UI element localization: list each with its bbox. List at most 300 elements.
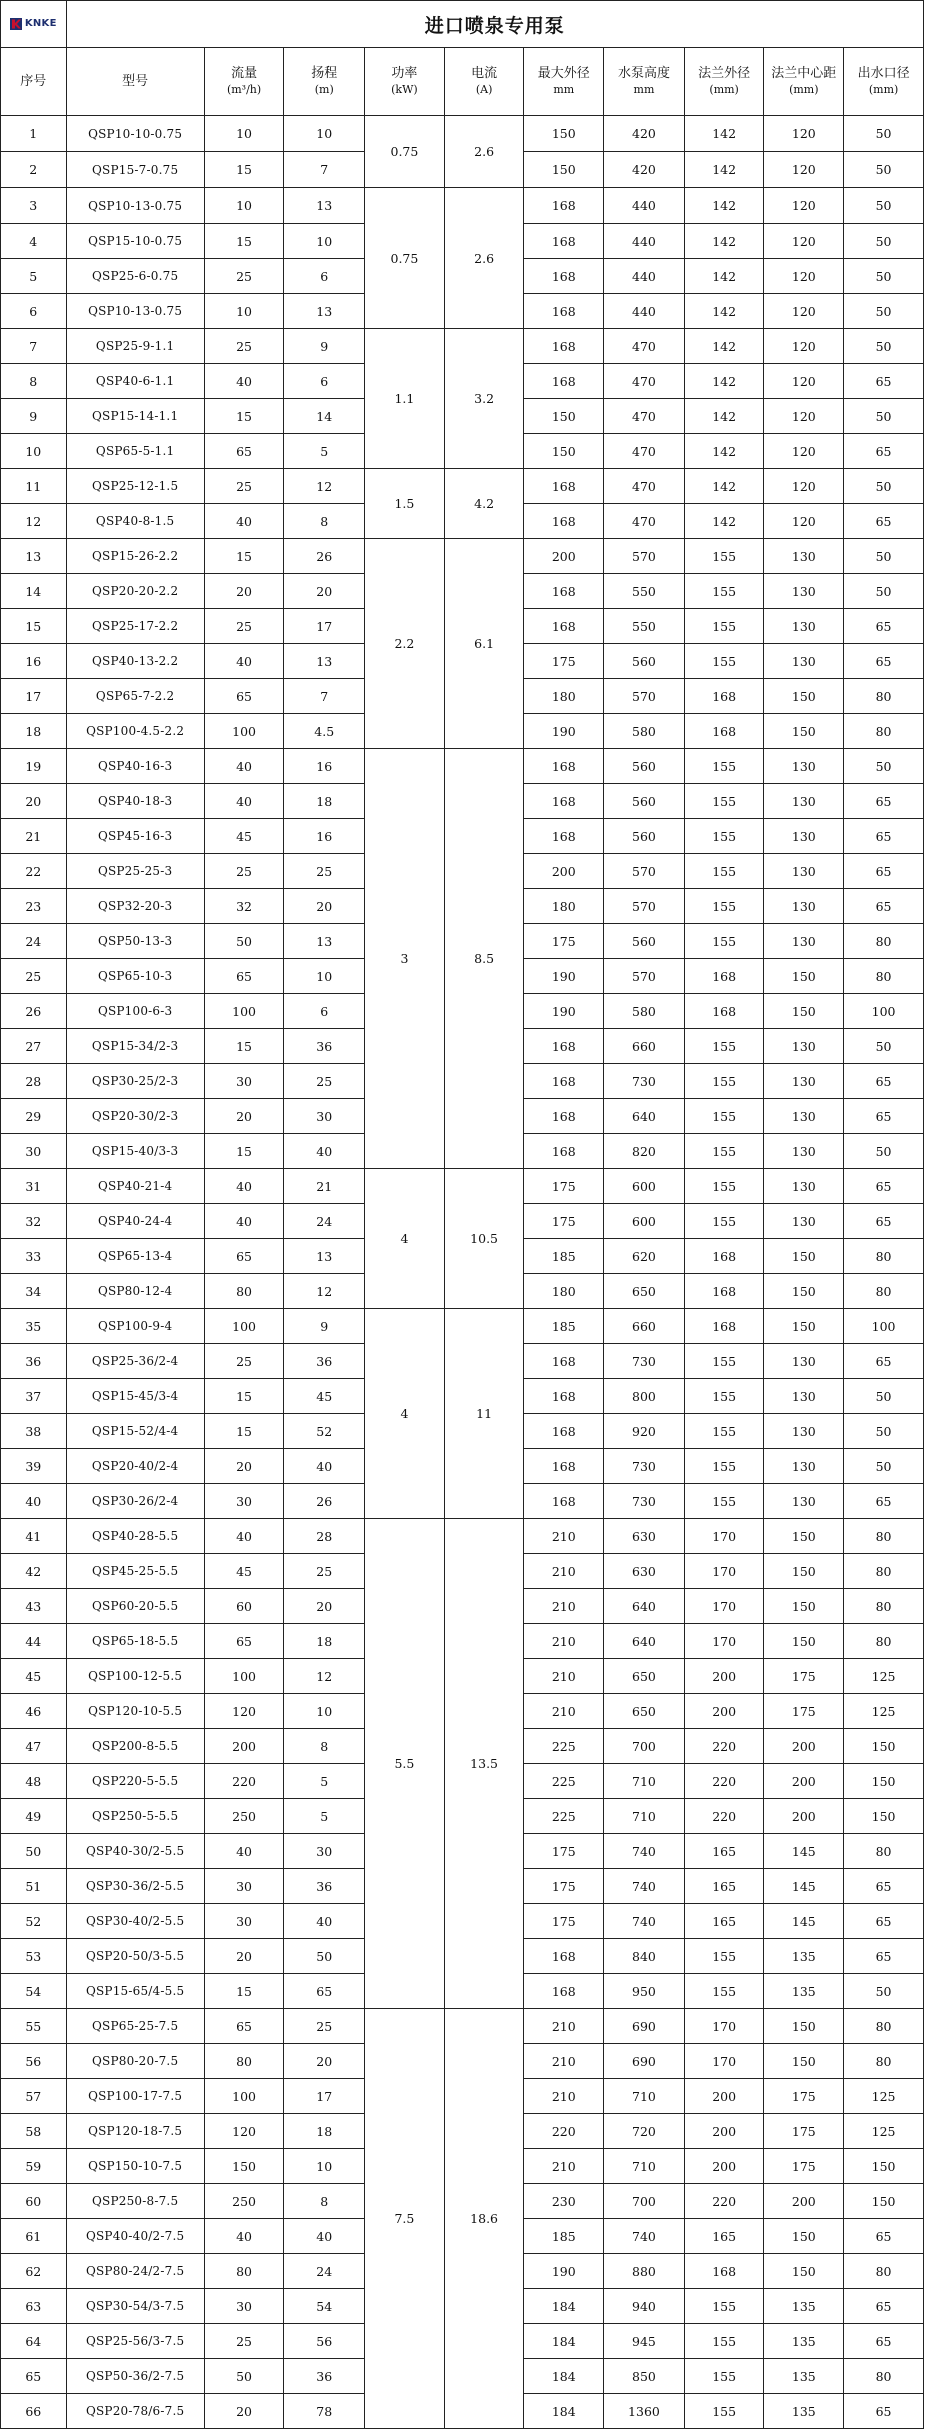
cell-index: 55 — [1, 2009, 67, 2044]
cell-flange-center-distance: 130 — [764, 1134, 844, 1169]
cell-flow: 150 — [204, 2149, 284, 2184]
cell-flange-outer-diameter: 155 — [684, 749, 764, 784]
cell-max-diameter: 190 — [524, 959, 604, 994]
cell-head: 78 — [284, 2394, 365, 2429]
cell-flow: 120 — [204, 2114, 284, 2149]
cell-model: QSP15-52/4-4 — [66, 1414, 204, 1449]
cell-max-diameter: 168 — [524, 1939, 604, 1974]
cell-flow: 250 — [204, 1799, 284, 1834]
cell-current: 8.5 — [444, 749, 524, 1169]
cell-flange-outer-diameter: 220 — [684, 1764, 764, 1799]
cell-current: 3.2 — [444, 329, 524, 469]
cell-index: 43 — [1, 1589, 67, 1624]
cell-flange-outer-diameter: 165 — [684, 1904, 764, 1939]
cell-flow: 40 — [204, 364, 284, 399]
cell-flange-center-distance: 130 — [764, 924, 844, 959]
cell-flange-center-distance: 130 — [764, 784, 844, 819]
cell-flow: 15 — [204, 399, 284, 434]
cell-outlet-diameter: 50 — [844, 1974, 924, 2009]
cell-flow: 80 — [204, 2044, 284, 2079]
cell-flange-outer-diameter: 168 — [684, 1309, 764, 1344]
cell-model: QSP15-65/4-5.5 — [66, 1974, 204, 2009]
cell-head: 6 — [284, 994, 365, 1029]
cell-flow: 15 — [204, 152, 284, 188]
cell-flow: 40 — [204, 504, 284, 539]
cell-flow: 100 — [204, 1309, 284, 1344]
cell-flange-outer-diameter: 170 — [684, 2009, 764, 2044]
cell-flow: 65 — [204, 1239, 284, 1274]
cell-head: 12 — [284, 1274, 365, 1309]
cell-pump-height: 740 — [604, 1904, 685, 1939]
cell-model: QSP30-54/3-7.5 — [66, 2289, 204, 2324]
header-current — [444, 48, 524, 116]
cell-flange-outer-diameter: 155 — [684, 2394, 764, 2429]
cell-head: 20 — [284, 574, 365, 609]
cell-flow: 10 — [204, 116, 284, 152]
cell-pump-height: 700 — [604, 2184, 685, 2219]
cell-flow: 45 — [204, 819, 284, 854]
cell-flange-center-distance: 200 — [764, 1729, 844, 1764]
cell-model: QSP100-17-7.5 — [66, 2079, 204, 2114]
cell-index: 18 — [1, 714, 67, 749]
cell-model: QSP40-18-3 — [66, 784, 204, 819]
cell-flange-center-distance: 130 — [764, 1414, 844, 1449]
header-model — [66, 48, 204, 116]
cell-flange-outer-diameter: 142 — [684, 399, 764, 434]
cell-pump-height: 730 — [604, 1064, 685, 1099]
cell-flange-center-distance: 130 — [764, 539, 844, 574]
cell-model: QSP40-16-3 — [66, 749, 204, 784]
cell-model: QSP20-50/3-5.5 — [66, 1939, 204, 1974]
cell-outlet-diameter: 65 — [844, 1169, 924, 1204]
cell-flange-outer-diameter: 200 — [684, 2149, 764, 2184]
cell-model: QSP40-21-4 — [66, 1169, 204, 1204]
cell-pump-height: 560 — [604, 644, 685, 679]
cell-outlet-diameter: 150 — [844, 1764, 924, 1799]
cell-flange-center-distance: 150 — [764, 959, 844, 994]
cell-outlet-diameter: 65 — [844, 784, 924, 819]
cell-outlet-diameter: 125 — [844, 2114, 924, 2149]
cell-flange-center-distance: 120 — [764, 469, 844, 504]
cell-flow: 100 — [204, 994, 284, 1029]
cell-flange-outer-diameter: 168 — [684, 959, 764, 994]
cell-model: QSP80-24/2-7.5 — [66, 2254, 204, 2289]
cell-model: QSP65-18-5.5 — [66, 1624, 204, 1659]
cell-head: 5 — [284, 434, 365, 469]
cell-flow: 40 — [204, 1169, 284, 1204]
header-unit: (mm) — [709, 82, 739, 96]
cell-head: 16 — [284, 819, 365, 854]
cell-max-diameter: 168 — [524, 294, 604, 329]
cell-head: 25 — [284, 2009, 365, 2044]
cell-pump-height: 440 — [604, 224, 685, 259]
cell-power: 7.5 — [365, 2009, 445, 2429]
cell-flange-outer-diameter: 220 — [684, 1799, 764, 1834]
cell-flow: 25 — [204, 854, 284, 889]
cell-model: QSP250-5-5.5 — [66, 1799, 204, 1834]
cell-pump-height: 650 — [604, 1694, 685, 1729]
cell-max-diameter: 168 — [524, 504, 604, 539]
cell-max-diameter: 190 — [524, 2254, 604, 2289]
cell-max-diameter: 210 — [524, 1659, 604, 1694]
cell-flow: 40 — [204, 1204, 284, 1239]
cell-model: QSP40-13-2.2 — [66, 644, 204, 679]
cell-flange-outer-diameter: 155 — [684, 1204, 764, 1239]
cell-index: 3 — [1, 188, 67, 224]
cell-flow: 30 — [204, 1484, 284, 1519]
cell-flange-outer-diameter: 170 — [684, 1624, 764, 1659]
cell-head: 13 — [284, 294, 365, 329]
cell-index: 2 — [1, 152, 67, 188]
table-row — [1, 2009, 924, 2044]
cell-index: 46 — [1, 1694, 67, 1729]
cell-max-diameter: 184 — [524, 2394, 604, 2429]
cell-pump-height: 650 — [604, 1274, 685, 1309]
cell-index: 7 — [1, 329, 67, 364]
cell-flange-outer-diameter: 170 — [684, 1554, 764, 1589]
cell-outlet-diameter: 80 — [844, 2044, 924, 2079]
cell-pump-height: 730 — [604, 1449, 685, 1484]
cell-flange-outer-diameter: 155 — [684, 1449, 764, 1484]
cell-max-diameter: 168 — [524, 224, 604, 259]
cell-flange-center-distance: 120 — [764, 364, 844, 399]
cell-index: 20 — [1, 784, 67, 819]
cell-pump-height: 560 — [604, 784, 685, 819]
cell-outlet-diameter: 65 — [844, 854, 924, 889]
cell-outlet-diameter: 65 — [844, 1099, 924, 1134]
cell-flow: 50 — [204, 2359, 284, 2394]
cell-pump-height: 440 — [604, 188, 685, 224]
cell-pump-height: 940 — [604, 2289, 685, 2324]
cell-flange-center-distance: 175 — [764, 2079, 844, 2114]
cell-flow: 80 — [204, 2254, 284, 2289]
cell-model: QSP15-34/2-3 — [66, 1029, 204, 1064]
header-label: 法兰中心距 — [771, 65, 837, 81]
cell-pump-height: 945 — [604, 2324, 685, 2359]
cell-index: 13 — [1, 539, 67, 574]
header-label: 序号 — [20, 73, 47, 89]
cell-flange-center-distance: 135 — [764, 1974, 844, 2009]
cell-index: 32 — [1, 1204, 67, 1239]
cell-outlet-diameter: 80 — [844, 1589, 924, 1624]
cell-head: 56 — [284, 2324, 365, 2359]
cell-flange-center-distance: 150 — [764, 1309, 844, 1344]
cell-current: 4.2 — [444, 469, 524, 539]
cell-flange-outer-diameter: 155 — [684, 574, 764, 609]
cell-index: 41 — [1, 1519, 67, 1554]
cell-pump-height: 640 — [604, 1589, 685, 1624]
cell-head: 26 — [284, 539, 365, 574]
header-unit: (mm) — [868, 82, 899, 96]
cell-flange-center-distance: 145 — [764, 1904, 844, 1939]
table-row — [1, 116, 924, 152]
cell-current: 11 — [444, 1309, 524, 1519]
cell-flange-center-distance: 120 — [764, 504, 844, 539]
cell-outlet-diameter: 65 — [844, 609, 924, 644]
cell-max-diameter: 168 — [524, 1029, 604, 1064]
cell-max-diameter: 168 — [524, 364, 604, 399]
cell-head: 30 — [284, 1834, 365, 1869]
cell-flow: 25 — [204, 259, 284, 294]
cell-model: QSP50-36/2-7.5 — [66, 2359, 204, 2394]
cell-outlet-diameter: 65 — [844, 644, 924, 679]
cell-pump-height: 740 — [604, 1869, 685, 1904]
cell-flange-center-distance: 150 — [764, 994, 844, 1029]
cell-outlet-diameter: 150 — [844, 1729, 924, 1764]
cell-flange-center-distance: 200 — [764, 2184, 844, 2219]
cell-head: 13 — [284, 644, 365, 679]
cell-pump-height: 730 — [604, 1344, 685, 1379]
cell-flange-outer-diameter: 155 — [684, 539, 764, 574]
cell-max-diameter: 210 — [524, 1589, 604, 1624]
cell-model: QSP65-25-7.5 — [66, 2009, 204, 2044]
cell-max-diameter: 150 — [524, 434, 604, 469]
cell-outlet-diameter: 50 — [844, 469, 924, 504]
cell-model: QSP120-10-5.5 — [66, 1694, 204, 1729]
cell-flange-outer-diameter: 170 — [684, 2044, 764, 2079]
cell-flow: 100 — [204, 714, 284, 749]
cell-pump-height: 550 — [604, 609, 685, 644]
cell-flange-outer-diameter: 155 — [684, 1974, 764, 2009]
cell-index: 49 — [1, 1799, 67, 1834]
cell-power: 1.5 — [365, 469, 445, 539]
cell-flange-center-distance: 130 — [764, 889, 844, 924]
cell-flange-center-distance: 150 — [764, 1624, 844, 1659]
cell-model: QSP120-18-7.5 — [66, 2114, 204, 2149]
cell-pump-height: 800 — [604, 1379, 685, 1414]
cell-index: 44 — [1, 1624, 67, 1659]
cell-pump-height: 570 — [604, 539, 685, 574]
cell-model: QSP65-5-1.1 — [66, 434, 204, 469]
cell-flow: 15 — [204, 1134, 284, 1169]
cell-model: QSP45-25-5.5 — [66, 1554, 204, 1589]
cell-index: 61 — [1, 2219, 67, 2254]
cell-flow: 15 — [204, 1974, 284, 2009]
cell-flange-outer-diameter: 165 — [684, 1869, 764, 1904]
cell-max-diameter: 168 — [524, 1099, 604, 1134]
cell-index: 23 — [1, 889, 67, 924]
cell-outlet-diameter: 65 — [844, 2324, 924, 2359]
cell-outlet-diameter: 80 — [844, 959, 924, 994]
cell-index: 50 — [1, 1834, 67, 1869]
cell-head: 21 — [284, 1169, 365, 1204]
cell-max-diameter: 168 — [524, 1064, 604, 1099]
cell-flange-center-distance: 150 — [764, 1239, 844, 1274]
cell-model: QSP80-20-7.5 — [66, 2044, 204, 2079]
cell-max-diameter: 168 — [524, 1414, 604, 1449]
cell-flange-center-distance: 130 — [764, 1344, 844, 1379]
cell-model: QSP25-25-3 — [66, 854, 204, 889]
cell-outlet-diameter: 50 — [844, 152, 924, 188]
cell-outlet-diameter: 80 — [844, 714, 924, 749]
cell-flow: 40 — [204, 784, 284, 819]
cell-flange-center-distance: 150 — [764, 1554, 844, 1589]
cell-head: 5 — [284, 1799, 365, 1834]
cell-flow: 30 — [204, 1064, 284, 1099]
cell-head: 13 — [284, 924, 365, 959]
cell-index: 17 — [1, 679, 67, 714]
cell-max-diameter: 210 — [524, 2149, 604, 2184]
cell-head: 4.5 — [284, 714, 365, 749]
cell-flow: 50 — [204, 924, 284, 959]
cell-flow: 10 — [204, 294, 284, 329]
cell-index: 38 — [1, 1414, 67, 1449]
title-row — [1, 1, 924, 48]
cell-head: 25 — [284, 1554, 365, 1589]
cell-model: QSP20-40/2-4 — [66, 1449, 204, 1484]
cell-max-diameter: 230 — [524, 2184, 604, 2219]
cell-pump-height: 820 — [604, 1134, 685, 1169]
cell-head: 54 — [284, 2289, 365, 2324]
cell-model: QSP60-20-5.5 — [66, 1589, 204, 1624]
table-title: 进口喷泉专用泵 — [66, 1, 923, 48]
cell-flange-center-distance: 200 — [764, 1799, 844, 1834]
cell-flow: 25 — [204, 469, 284, 504]
cell-current: 18.6 — [444, 2009, 524, 2429]
cell-current: 2.6 — [444, 188, 524, 329]
cell-head: 10 — [284, 1694, 365, 1729]
cell-flange-center-distance: 150 — [764, 2044, 844, 2079]
cell-model: QSP25-6-0.75 — [66, 259, 204, 294]
cell-flow: 120 — [204, 1694, 284, 1729]
cell-outlet-diameter: 50 — [844, 1379, 924, 1414]
cell-flow: 25 — [204, 609, 284, 644]
cell-head: 8 — [284, 504, 365, 539]
cell-flange-center-distance: 150 — [764, 714, 844, 749]
cell-flange-center-distance: 120 — [764, 434, 844, 469]
cell-max-diameter: 185 — [524, 1239, 604, 1274]
cell-head: 13 — [284, 1239, 365, 1274]
brand-logo — [10, 18, 57, 30]
cell-head: 36 — [284, 1029, 365, 1064]
cell-head: 17 — [284, 2079, 365, 2114]
cell-max-diameter: 220 — [524, 2114, 604, 2149]
cell-flow: 60 — [204, 1589, 284, 1624]
cell-head: 25 — [284, 1064, 365, 1099]
header-outlet-diameter — [844, 48, 924, 116]
cell-flow: 30 — [204, 2289, 284, 2324]
cell-flange-center-distance: 130 — [764, 574, 844, 609]
cell-index: 64 — [1, 2324, 67, 2359]
header-power — [365, 48, 445, 116]
cell-pump-height: 740 — [604, 2219, 685, 2254]
cell-pump-height: 630 — [604, 1519, 685, 1554]
header-label: 法兰外径 — [698, 65, 751, 81]
cell-index: 62 — [1, 2254, 67, 2289]
cell-flange-center-distance: 130 — [764, 1029, 844, 1064]
cell-outlet-diameter: 50 — [844, 329, 924, 364]
cell-index: 35 — [1, 1309, 67, 1344]
cell-flange-center-distance: 135 — [764, 1939, 844, 1974]
cell-max-diameter: 168 — [524, 819, 604, 854]
cell-pump-height: 920 — [604, 1414, 685, 1449]
cell-index: 6 — [1, 294, 67, 329]
cell-head: 36 — [284, 1869, 365, 1904]
cell-power: 3 — [365, 749, 445, 1169]
cell-flange-outer-diameter: 200 — [684, 2114, 764, 2149]
cell-outlet-diameter: 50 — [844, 1029, 924, 1064]
cell-model: QSP10-10-0.75 — [66, 116, 204, 152]
cell-index: 8 — [1, 364, 67, 399]
header-head — [284, 48, 365, 116]
cell-flow: 65 — [204, 679, 284, 714]
cell-max-diameter: 210 — [524, 2079, 604, 2114]
cell-outlet-diameter: 80 — [844, 2009, 924, 2044]
cell-outlet-diameter: 150 — [844, 2149, 924, 2184]
cell-outlet-diameter: 65 — [844, 1869, 924, 1904]
cell-head: 25 — [284, 854, 365, 889]
cell-flange-center-distance: 120 — [764, 188, 844, 224]
cell-current: 2.6 — [444, 116, 524, 188]
cell-index: 29 — [1, 1099, 67, 1134]
cell-pump-height: 470 — [604, 434, 685, 469]
cell-max-diameter: 210 — [524, 2009, 604, 2044]
cell-flange-center-distance: 150 — [764, 1519, 844, 1554]
cell-pump-height: 710 — [604, 1764, 685, 1799]
cell-pump-height: 550 — [604, 574, 685, 609]
cell-index: 59 — [1, 2149, 67, 2184]
cell-current: 10.5 — [444, 1169, 524, 1309]
cell-pump-height: 470 — [604, 364, 685, 399]
cell-model: QSP40-6-1.1 — [66, 364, 204, 399]
cell-head: 6 — [284, 259, 365, 294]
knke-logo-icon — [10, 18, 22, 30]
cell-max-diameter: 210 — [524, 2044, 604, 2079]
cell-head: 45 — [284, 1379, 365, 1414]
cell-flow: 15 — [204, 539, 284, 574]
cell-max-diameter: 225 — [524, 1729, 604, 1764]
cell-flow: 250 — [204, 2184, 284, 2219]
header-label: 流量 — [231, 65, 258, 81]
cell-model: QSP30-40/2-5.5 — [66, 1904, 204, 1939]
cell-outlet-diameter: 80 — [844, 2359, 924, 2394]
cell-power: 0.75 — [365, 116, 445, 188]
cell-max-diameter: 184 — [524, 2289, 604, 2324]
cell-outlet-diameter: 65 — [844, 889, 924, 924]
cell-max-diameter: 210 — [524, 1694, 604, 1729]
cell-model: QSP40-40/2-7.5 — [66, 2219, 204, 2254]
cell-model: QSP15-26-2.2 — [66, 539, 204, 574]
header-unit: (m³/h) — [226, 82, 262, 96]
cell-flange-outer-diameter: 220 — [684, 2184, 764, 2219]
cell-index: 9 — [1, 399, 67, 434]
cell-head: 17 — [284, 609, 365, 644]
cell-pump-height: 710 — [604, 2149, 685, 2184]
cell-flow: 15 — [204, 224, 284, 259]
cell-flange-center-distance: 150 — [764, 2219, 844, 2254]
cell-max-diameter: 210 — [524, 1554, 604, 1589]
table-row — [1, 469, 924, 504]
cell-model: QSP15-45/3-4 — [66, 1379, 204, 1414]
header-flow — [204, 48, 284, 116]
cell-flow: 100 — [204, 2079, 284, 2114]
cell-model: QSP40-30/2-5.5 — [66, 1834, 204, 1869]
table-row — [1, 1169, 924, 1204]
cell-flow: 25 — [204, 1344, 284, 1379]
cell-index: 40 — [1, 1484, 67, 1519]
cell-outlet-diameter: 50 — [844, 224, 924, 259]
cell-head: 12 — [284, 469, 365, 504]
cell-flange-outer-diameter: 168 — [684, 679, 764, 714]
header-index — [1, 48, 67, 116]
cell-outlet-diameter: 50 — [844, 574, 924, 609]
cell-index: 57 — [1, 2079, 67, 2114]
cell-head: 28 — [284, 1519, 365, 1554]
cell-max-diameter: 175 — [524, 1904, 604, 1939]
cell-pump-height: 440 — [604, 294, 685, 329]
cell-flange-outer-diameter: 200 — [684, 1659, 764, 1694]
cell-head: 10 — [284, 224, 365, 259]
